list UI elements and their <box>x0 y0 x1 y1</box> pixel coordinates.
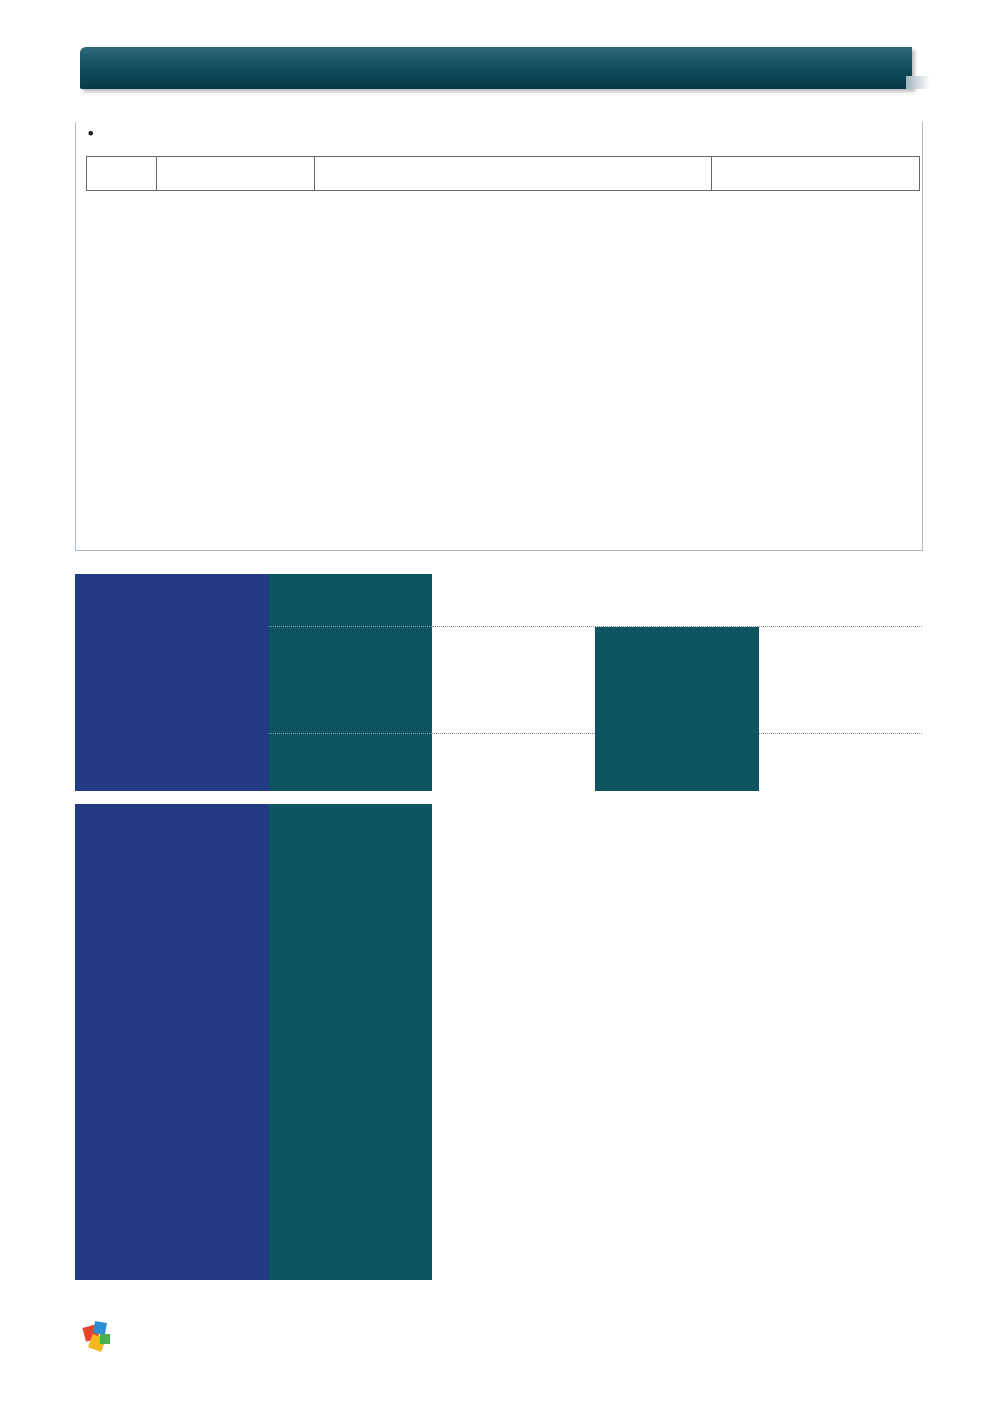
policy-table-header <box>87 157 920 191</box>
policy-intro <box>86 124 106 143</box>
policy-table <box>86 156 920 191</box>
rights-section-label <box>75 574 269 791</box>
additional-section <box>75 804 922 1280</box>
status-label <box>269 734 432 791</box>
column-header <box>314 157 712 191</box>
org-label <box>269 627 432 734</box>
inventor-label <box>595 627 759 734</box>
ntb-logo <box>760 1322 910 1356</box>
bullet-icon: • <box>86 124 96 143</box>
column-header <box>156 157 314 191</box>
invention-label <box>269 574 432 627</box>
regno-value <box>759 734 922 791</box>
patent-label <box>269 804 432 1280</box>
header-banner <box>80 47 912 89</box>
rights-section <box>75 574 922 791</box>
banner-decoration <box>906 76 930 89</box>
regno-label <box>595 734 759 791</box>
inventor-value <box>759 627 922 734</box>
column-header <box>712 157 920 191</box>
additional-section-label <box>75 804 269 1280</box>
policy-section <box>75 122 923 551</box>
invention-value <box>432 574 922 627</box>
sollulo-logo <box>82 1316 182 1356</box>
column-header <box>87 157 157 191</box>
status-value <box>432 734 595 791</box>
org-value <box>432 627 595 734</box>
